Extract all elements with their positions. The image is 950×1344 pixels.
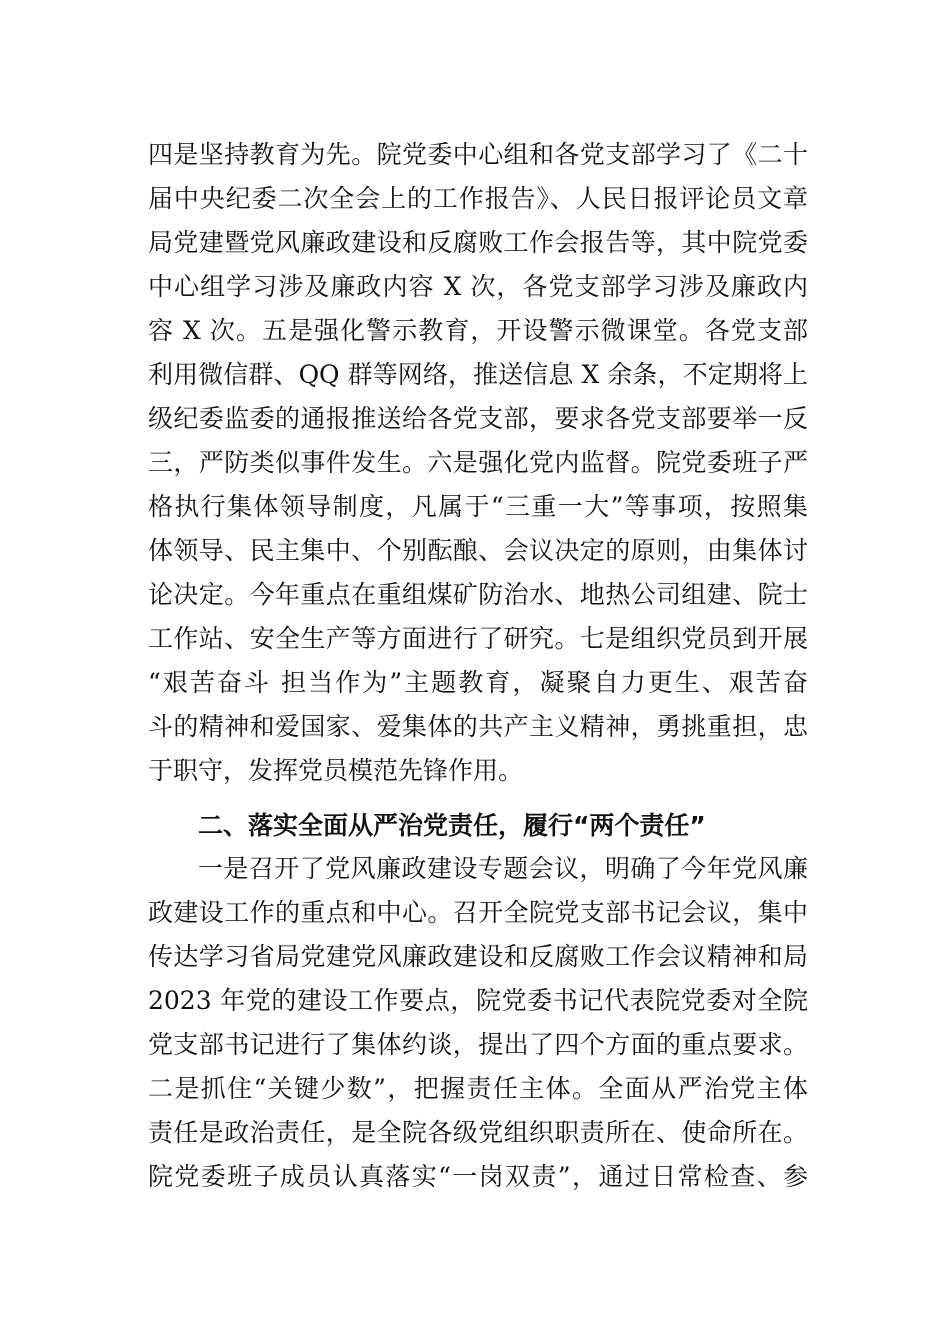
paragraph-line: 三，严防类似事件发生。六是强化党内监督。院党委班子严 <box>148 448 808 477</box>
paragraph-line: 斗的精神和爱国家、爱集体的共产主义精神，勇挑重担，忠 <box>148 712 808 741</box>
paragraph-line: 工作站、安全生产等方面进行了研究。七是组织党员到开展 <box>148 624 808 653</box>
paragraph-line: 一是召开了党风廉政建设专题会议，明确了今年党风廉 <box>198 854 808 883</box>
paragraph-line: 传达学习省局党建党风廉政建设和反腐败工作会议精神和局 <box>148 942 808 971</box>
paragraph-line: 利用微信群、QQ 群等网络，推送信息 X 余条，不定期将上 <box>148 360 808 389</box>
paragraph-line: 届中央纪委二次全会上的工作报告》、人民日报评论员文章 <box>148 184 808 213</box>
paragraph-line: 四是坚持教育为先。院党委中心组和各党支部学习了《二十 <box>148 140 808 169</box>
paragraph-line: “艰苦奋斗 担当作为”主题教育，凝聚自力更生、艰苦奋 <box>148 668 808 697</box>
paragraph-line: 格执行集体领导制度，凡属于“三重一大”等事项，按照集 <box>148 492 808 521</box>
paragraph-line: 容 X 次。五是强化警示教育，开设警示微课堂。各党支部 <box>148 316 808 345</box>
paragraph-line: 院党委班子成员认真落实“一岗双责”，通过日常检查、参 <box>148 1162 808 1191</box>
section-heading: 二、落实全面从严治党责任，履行“两个责任” <box>198 811 706 840</box>
paragraph-line: 党支部书记进行了集体约谈，提出了四个方面的重点要求。 <box>148 1030 808 1059</box>
paragraph-line: 政建设工作的重点和中心。召开全院党支部书记会议，集中 <box>148 898 808 927</box>
paragraph-line: 体领导、民主集中、个别酝酿、会议决定的原则，由集体讨 <box>148 536 808 565</box>
paragraph-line: 级纪委监委的通报推送给各党支部，要求各党支部要举一反 <box>148 404 808 433</box>
paragraph-line: 局党建暨党风廉政建设和反腐败工作会报告等，其中院党委 <box>148 228 808 257</box>
paragraph-line: 论决定。今年重点在重组煤矿防治水、地热公司组建、院士 <box>148 580 808 609</box>
paragraph-line: 中心组学习涉及廉政内容 X 次，各党支部学习涉及廉政内 <box>148 272 808 301</box>
paragraph-line: 于职守，发挥党员模范先锋作用。 <box>148 756 524 785</box>
paragraph-line: 2023 年党的建设工作要点，院党委书记代表院党委对全院 <box>148 986 808 1015</box>
paragraph-line: 责任是政治责任，是全院各级党组织职责所在、使命所在。 <box>148 1118 808 1147</box>
paragraph-line: 二是抓住“关键少数”，把握责任主体。全面从严治党主体 <box>148 1074 808 1103</box>
